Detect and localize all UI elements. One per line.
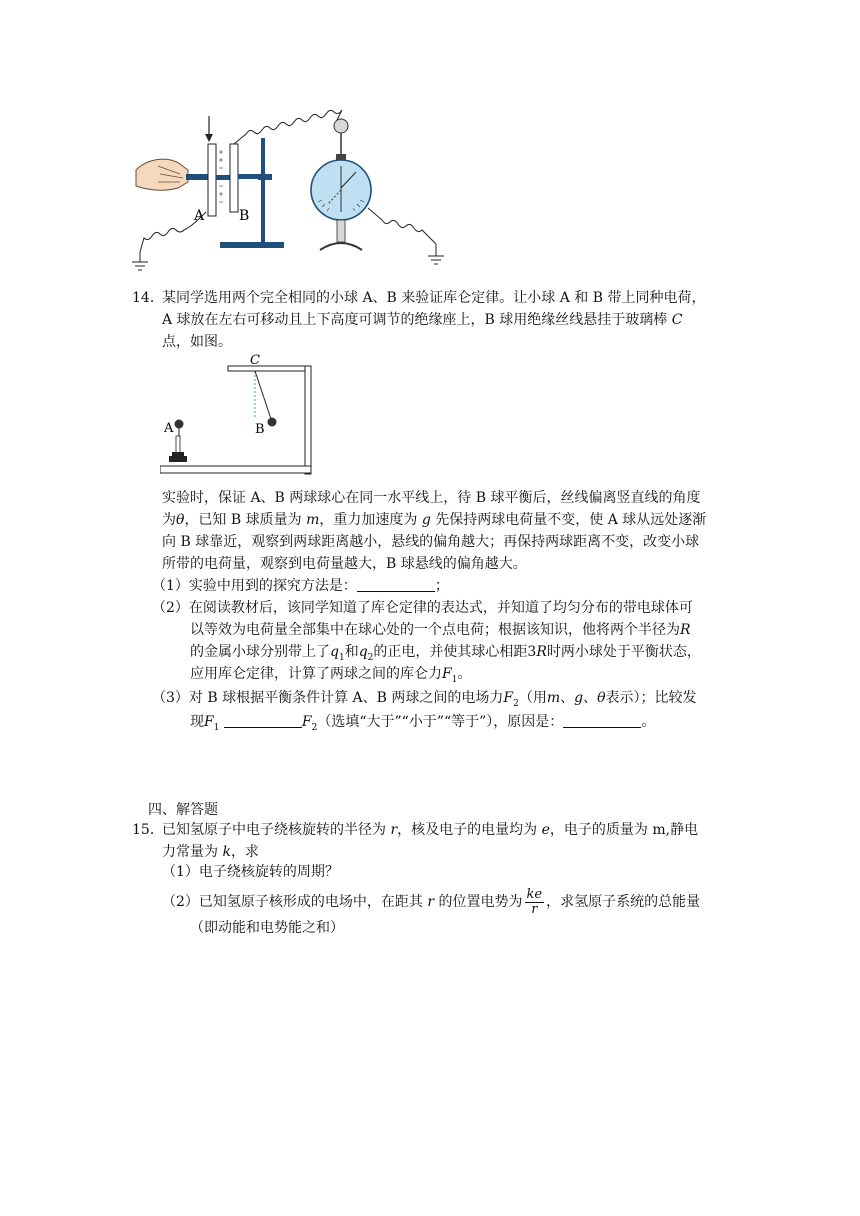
question-15-line-2: 力常量为 k，求 bbox=[162, 844, 259, 860]
question-15-sub-1: （1）电子绕核旋转的周期？ bbox=[162, 864, 339, 880]
answer-blank-reason[interactable] bbox=[563, 713, 641, 728]
question-14-paragraph-line-1: 实验时，保证 A、B 两球球心在同一水平线上，待 B 球平衡后，丝线偏离竖直线的角度 bbox=[162, 490, 701, 506]
figure2-label-c: C bbox=[250, 353, 260, 368]
figure2-label-b: B bbox=[255, 422, 265, 437]
question-14-sub-2-line-2: 以等效为电荷量全部集中在球心处的一个点电荷；根据该知识，他将两个半径为R bbox=[190, 622, 691, 638]
question-15-line-1: 已知氢原子中电子绕核旋转的半径为 r，核及电子的电量均为 e，电子的质量为 m,静电 bbox=[162, 822, 699, 838]
question-14-sub-2-line-3: 的金属小球分别带上了$q_1$和$q_2$的正电，并使其球心相距3R时两小球处于平衡状态， bbox=[190, 644, 701, 663]
section-4-title: 四、解答题 bbox=[148, 802, 218, 818]
question-14-paragraph-line-2: 为θ，已知 B 球质量为 m，重力加速度为 g 先保持两球电荷量不变，使 A 球从远处逐渐 bbox=[162, 512, 707, 528]
question-14-number: 14． bbox=[132, 290, 164, 306]
question-15-number: 15． bbox=[132, 822, 164, 838]
question-14-paragraph-line-3: 向 B 球靠近，观察到两球距离越小，悬线的偏角越大；再保持两球距离不变，改变小球 bbox=[162, 534, 700, 550]
question-14-sub-2-line-1: （2）在阅读教材后，该同学知道了库仑定律的表达式，并知道了均匀分布的带电球体可 bbox=[152, 600, 693, 616]
figure1-label-b: B bbox=[239, 208, 250, 224]
question-14-paragraph-line-4: 所带的电荷量，观察到电荷量越大，B 球悬线的偏角越大。 bbox=[162, 556, 527, 572]
question-14-sub-2-line-4: 应用库仑定律，计算了两球之间的库仑力$F_1$。 bbox=[190, 666, 472, 685]
question-15-sub-2-line-2: （即动能和电势能之和） bbox=[190, 920, 344, 936]
question-14-sub-1: （1）实验中用到的探究方法是： ； bbox=[152, 578, 449, 594]
potential-fraction: $\frac{ke}{r}$ bbox=[526, 886, 543, 917]
figure-pendulum-setup bbox=[160, 352, 316, 476]
question-15-sub-2-line-1: （2）已知氢原子核形成的电场中，在距其 r 的位置电势为 $\frac{ke}{r}$ ，求氢原子系统的总能量 bbox=[162, 886, 701, 917]
question-14-intro-line-1: 某同学选用两个完全相同的小球 A、B 来验证库仑定律。让小球 A 和 B 带上同种电荷， bbox=[162, 290, 706, 306]
figure-electroscope-apparatus bbox=[128, 108, 458, 276]
question-14-intro-line-3: 点，如图。 bbox=[162, 334, 232, 350]
answer-blank-method[interactable] bbox=[357, 577, 435, 592]
figure2-label-a: A bbox=[164, 421, 174, 436]
question-14-intro-line-2: A 球放在左右可移动且上下高度可调节的绝缘座上，B 球用绝缘丝线悬挂于玻璃棒 C bbox=[162, 312, 683, 328]
answer-blank-compare[interactable] bbox=[224, 713, 302, 728]
question-14-sub-3-line-1: （3）对 B 球根据平衡条件计算 A、B 两球之间的电场力$F_2$（用m、g、θ表示）；比较发 bbox=[152, 690, 697, 709]
figure1-label-a: A bbox=[194, 208, 205, 224]
question-14-sub-3-line-2: 现$F_1$ $F_2$（选填“大于”“小于”“等于”），原因是： 。 bbox=[190, 714, 656, 733]
